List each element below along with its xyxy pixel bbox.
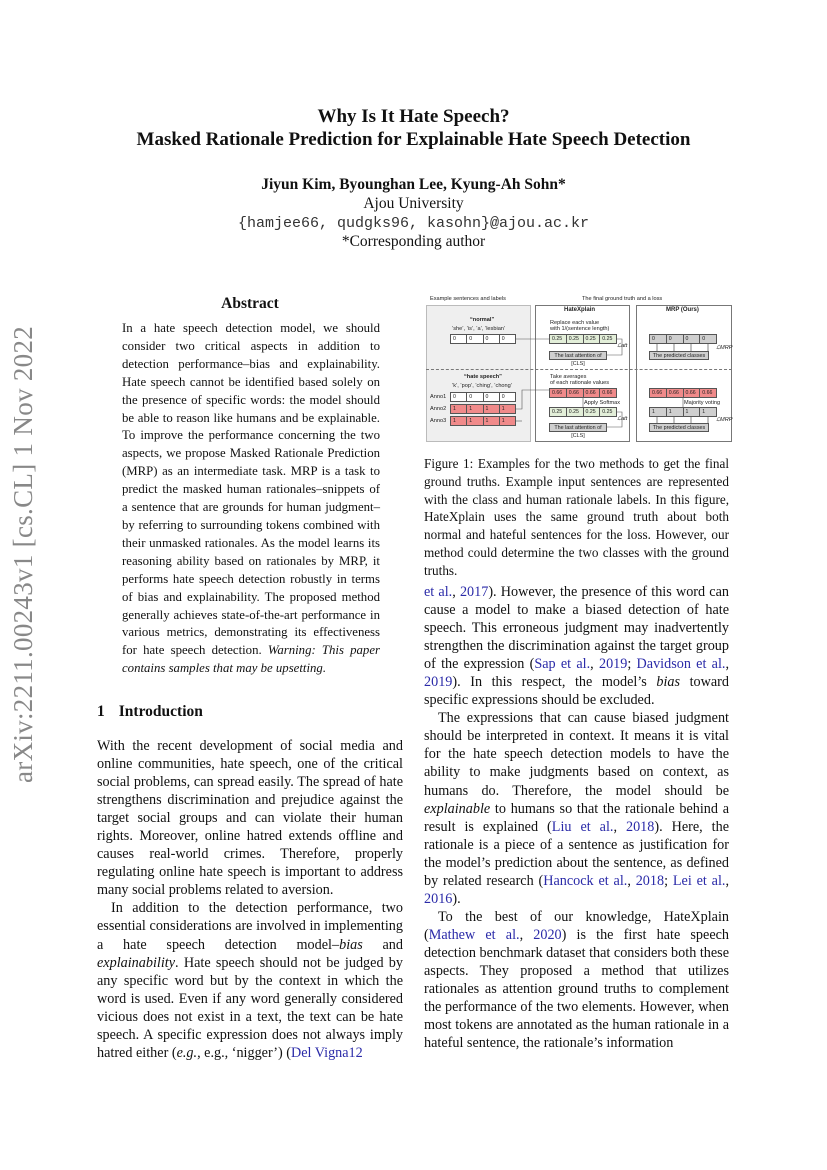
rationale-cell: 1 <box>667 408 684 416</box>
text-run: ). <box>452 890 461 907</box>
rationale-cell: 0.66 <box>550 389 567 397</box>
rationale-cell: 0 <box>484 393 500 401</box>
anno2-label: Anno2 <box>430 406 447 412</box>
rationale-cell: 0.66 <box>650 389 667 397</box>
paragraph <box>97 899 403 1061</box>
text-run: To the best of our knowledge, HateXplain ( <box>424 908 729 943</box>
hx-attention-bar: The last attention of [CLS] <box>549 351 607 360</box>
text-run: In addition to the detection performance, two essential considerations are involved in implementing a hate speech detection model– <box>97 900 403 953</box>
italic-text: bias <box>656 674 681 691</box>
text-run: , <box>725 872 729 889</box>
text-run: and <box>362 936 403 953</box>
figure-arrows <box>424 296 733 444</box>
paragraph <box>424 709 729 908</box>
figure-caption: Figure 1: Examples for the two methods to get the final ground truths. Example input sentences are represented with the class and human rationale labels. In this figure, HateXplain uses the same ground truth about both normal and hateful sentences for the loss. However, our method could determine the two classes with the ground truths. <box>424 456 729 578</box>
text-run: , <box>452 584 460 600</box>
rationale-cell: 0 <box>667 335 684 343</box>
rationale-cell: 0.25 <box>584 335 601 343</box>
text-run: to humans so that the rationale behind a result is explained ( <box>424 800 729 835</box>
text-run: , <box>613 818 626 835</box>
normal-label: “normal” <box>470 317 495 323</box>
rationale-cell: 1 <box>650 408 667 416</box>
citation-link[interactable]: 2017 <box>459 584 489 600</box>
normal-words: ‘she’, ‘is’, ‘a’, ‘lesbian’ <box>452 326 506 332</box>
abstract-heading-wrap <box>97 295 403 313</box>
rationale-cell: 0.25 <box>550 335 567 343</box>
rationale-cell: 0.25 <box>602 336 613 342</box>
anno1-label: Anno1 <box>430 394 447 400</box>
citation-link[interactable]: 2018 <box>625 818 655 835</box>
text-run: toward specific expressions should be excluded. <box>424 674 729 709</box>
figure-1 <box>424 296 733 444</box>
loss-mrp-label: ℒMRP <box>716 345 733 351</box>
majority-label: Majority voting <box>684 400 721 406</box>
rationale-cell: 1 <box>467 417 483 425</box>
paragraph <box>97 737 403 899</box>
text-run: , <box>590 656 599 673</box>
rationale-cell: 1 <box>501 418 505 424</box>
mrp-predicted-bar-2: The predicted classes <box>649 423 709 432</box>
text-run: ; <box>627 656 637 673</box>
citation-link[interactable]: Sap et al. <box>534 656 591 673</box>
rationale-cell: 0.66 <box>702 390 713 396</box>
text-run: . Hate speech should not be judged by any specific word but by the context in which the word is used. Even if any word generally considered vicious does not exist in a text, the text can be hate speech. A specific expression does not always imply hatred either ( <box>97 954 403 1061</box>
text-run: The expressions that can cause biased judgment should be interpreted in context. It means it is vital for the hate speech detection models to have the ability to make judgments based on context, as humans do. Therefore, the model should be <box>424 710 729 799</box>
figure-header-left: Example sentences and labels <box>430 296 506 302</box>
text-run: ) is the first hate speech detection benchmark dataset that considers both these aspects. They proposed a method that utilizes rationales as attention ground truths to complement the performance of the two elements. However, when most tokens are annotated as the human rationale in a hateful sentence, the rationale’s information <box>424 926 730 1052</box>
hatexplain-title: HateXplain <box>564 307 596 313</box>
citation-link[interactable]: et al. <box>424 584 453 600</box>
italic-text: explainable <box>424 800 491 817</box>
citation-link[interactable]: Liu et al. <box>551 818 614 835</box>
text-run: ). However, the presence of this word can cause a model to make a biased detection of hate speech. This erroneous judgment may inadvertently strengthen the discrimination against the target group of the expression ( <box>424 584 729 673</box>
citation-link[interactable]: 2019 <box>424 674 453 691</box>
citation-link[interactable]: Davidson et al. <box>636 656 726 673</box>
rationale-cell: 0.25 <box>602 409 613 415</box>
hate-words: ‘k’, ‘pop’, ‘ching’, ‘chong’ <box>452 383 513 389</box>
hx-replace-line: with 1/(sentence length) <box>550 326 610 332</box>
hx-attention-bar-2: The last attention of [CLS] <box>549 423 607 432</box>
abstract-heading: Abstract <box>221 295 279 312</box>
abstract-text <box>122 320 380 678</box>
citation-link[interactable]: Hancock et al. <box>543 872 628 889</box>
rationale-cell: 0.66 <box>667 389 684 397</box>
rationale-cell: 0 <box>484 335 500 343</box>
rationale-cell: 0.25 <box>567 408 584 416</box>
rationale-cell: 0.66 <box>602 390 613 396</box>
text-run: In a hate speech detection model, we should consider two critical aspects in addition to detection performance–bias and explainability. Hate speech cannot be identified based solely on the presence of specific words: the model should be able to reason like humans and be explainable. To improve the performance concerning the two aspects, we propose Masked Rationale Prediction (MRP) as an intermediate task. MRP is a task to predict the masked human rationales–snippets of a sentence that are grounds for human judgment–by referring to surrounding tokens combined with their unmasked rationales. As the model learns its reasoning ability based on rationales by MRP, it performs hate speech detection robustly in terms of bias and explainability. The proposed method generally achieves state-of-the-art performance in various metrics, demonstrating its effectiveness for hate speech detection. <box>122 321 380 658</box>
right-column-body <box>424 583 729 1052</box>
rationale-cell: 0.66 <box>584 389 601 397</box>
rationale-cell: 0 <box>467 393 483 401</box>
hate-label: “hate speech” <box>464 374 502 380</box>
rationale-cell: 0 <box>451 335 467 343</box>
affiliation: Ajou University <box>363 195 464 212</box>
rationale-cell: 0.25 <box>567 335 584 343</box>
rationale-cell: 1 <box>451 417 467 425</box>
loss-att-label: ℒatt <box>617 343 628 349</box>
citation-link[interactable]: 2016 <box>424 890 453 907</box>
rationale-cell: 0.66 <box>567 389 584 397</box>
paragraph <box>424 908 729 1052</box>
rationale-cell: 0.25 <box>584 408 601 416</box>
softmax-label: Apply Softmax <box>584 400 621 406</box>
text-run: , <box>627 872 636 889</box>
rationale-cell: 0 <box>684 335 701 343</box>
left-column-body <box>97 737 403 1062</box>
rationale-cell: 1 <box>501 406 505 412</box>
rationale-cell: 1 <box>467 405 483 413</box>
text-run: ). Here, the rationale is a piece of a sentence as justification for the model’s prediction about the sentence, as defined by related research ( <box>424 818 730 889</box>
corresponding-note: *Corresponding author <box>341 233 486 250</box>
citation-link[interactable]: 2020 <box>533 926 562 943</box>
italic-text: bias <box>339 936 363 953</box>
loss-att-label-2: ℒatt <box>617 416 628 422</box>
text-run: ). In this respect, the model’s <box>452 674 657 691</box>
rationale-cell: 0.25 <box>550 408 567 416</box>
citation-link[interactable]: Del Vigna12 <box>290 1044 363 1061</box>
rationale-cell: 0.66 <box>684 389 701 397</box>
hx-average-line: of each rationale values <box>550 380 610 386</box>
arxiv-identifier: arXiv:2211.00243v1 [cs.CL] 1 Nov 2022 <box>8 325 38 783</box>
text-run: , e.g., ‘nigger’) ( <box>197 1044 291 1061</box>
rationale-cell: 0 <box>650 335 667 343</box>
section-number: 1 <box>97 703 105 720</box>
citation-link[interactable]: Mathew et al. <box>428 926 520 943</box>
section-heading <box>97 703 203 721</box>
rationale-cell: 0 <box>702 336 706 342</box>
mrp-title: MRP (Ours) <box>666 307 699 313</box>
italic-text: explainability <box>97 954 176 971</box>
mrp-predicted-bar: The predicted classes <box>649 351 709 360</box>
rationale-cell: 0 <box>467 335 483 343</box>
section-title: Introduction <box>118 703 203 720</box>
italic-text: Warning: This paper contains samples that may be upsetting. <box>122 643 380 676</box>
citation-link[interactable]: Lei et al. <box>672 872 726 889</box>
rationale-cell: 1 <box>684 408 701 416</box>
anno3-label: Anno3 <box>430 418 447 424</box>
paragraph <box>424 583 729 709</box>
text-run: With the recent development of social media and online communities, hate speech, one of the critical social problems, can spread easily. The spread of hate strengthens discrimination and prejudice against the target social groups and can violate their human rights. Moreover, online hatred extends offline and causes real-world crimes. Therefore, properly regulating online hate speech is important to address many social problems related to aversion. <box>97 738 403 899</box>
rationale-cell: 1 <box>702 409 706 415</box>
hx-average-line: Take averages <box>550 374 587 380</box>
loss-mrp-label-2: ℒMRP <box>716 417 733 423</box>
rationale-cell: 1 <box>484 417 500 425</box>
authors: Jiyun Kim, Byounghan Lee, Kyung-Ah Sohn* <box>261 176 566 193</box>
rationale-cell: 0 <box>501 336 505 342</box>
rationale-cell: 0 <box>451 393 467 401</box>
figure-header-right: The final ground truth and a loss <box>582 296 663 302</box>
title-line-2: Masked Rationale Prediction for Explainable Hate Speech Detection <box>136 129 691 150</box>
emails: {hamjee66, qudgks96, kasohn}@ajou.ac.kr <box>237 215 590 232</box>
title-line-1: Why Is It Hate Speech? <box>317 106 510 127</box>
rationale-cell: 1 <box>451 405 467 413</box>
hx-replace-line: Replace each value <box>550 320 600 326</box>
italic-text: e.g. <box>176 1044 198 1061</box>
citation-link[interactable]: 2018 <box>635 872 665 889</box>
rationale-cell: 0 <box>501 394 505 400</box>
text-run: , <box>519 926 534 943</box>
citation-link[interactable]: 2019 <box>598 656 628 673</box>
text-run: , <box>725 656 730 673</box>
text-run: ; <box>664 872 673 889</box>
rationale-cell: 1 <box>484 405 500 413</box>
